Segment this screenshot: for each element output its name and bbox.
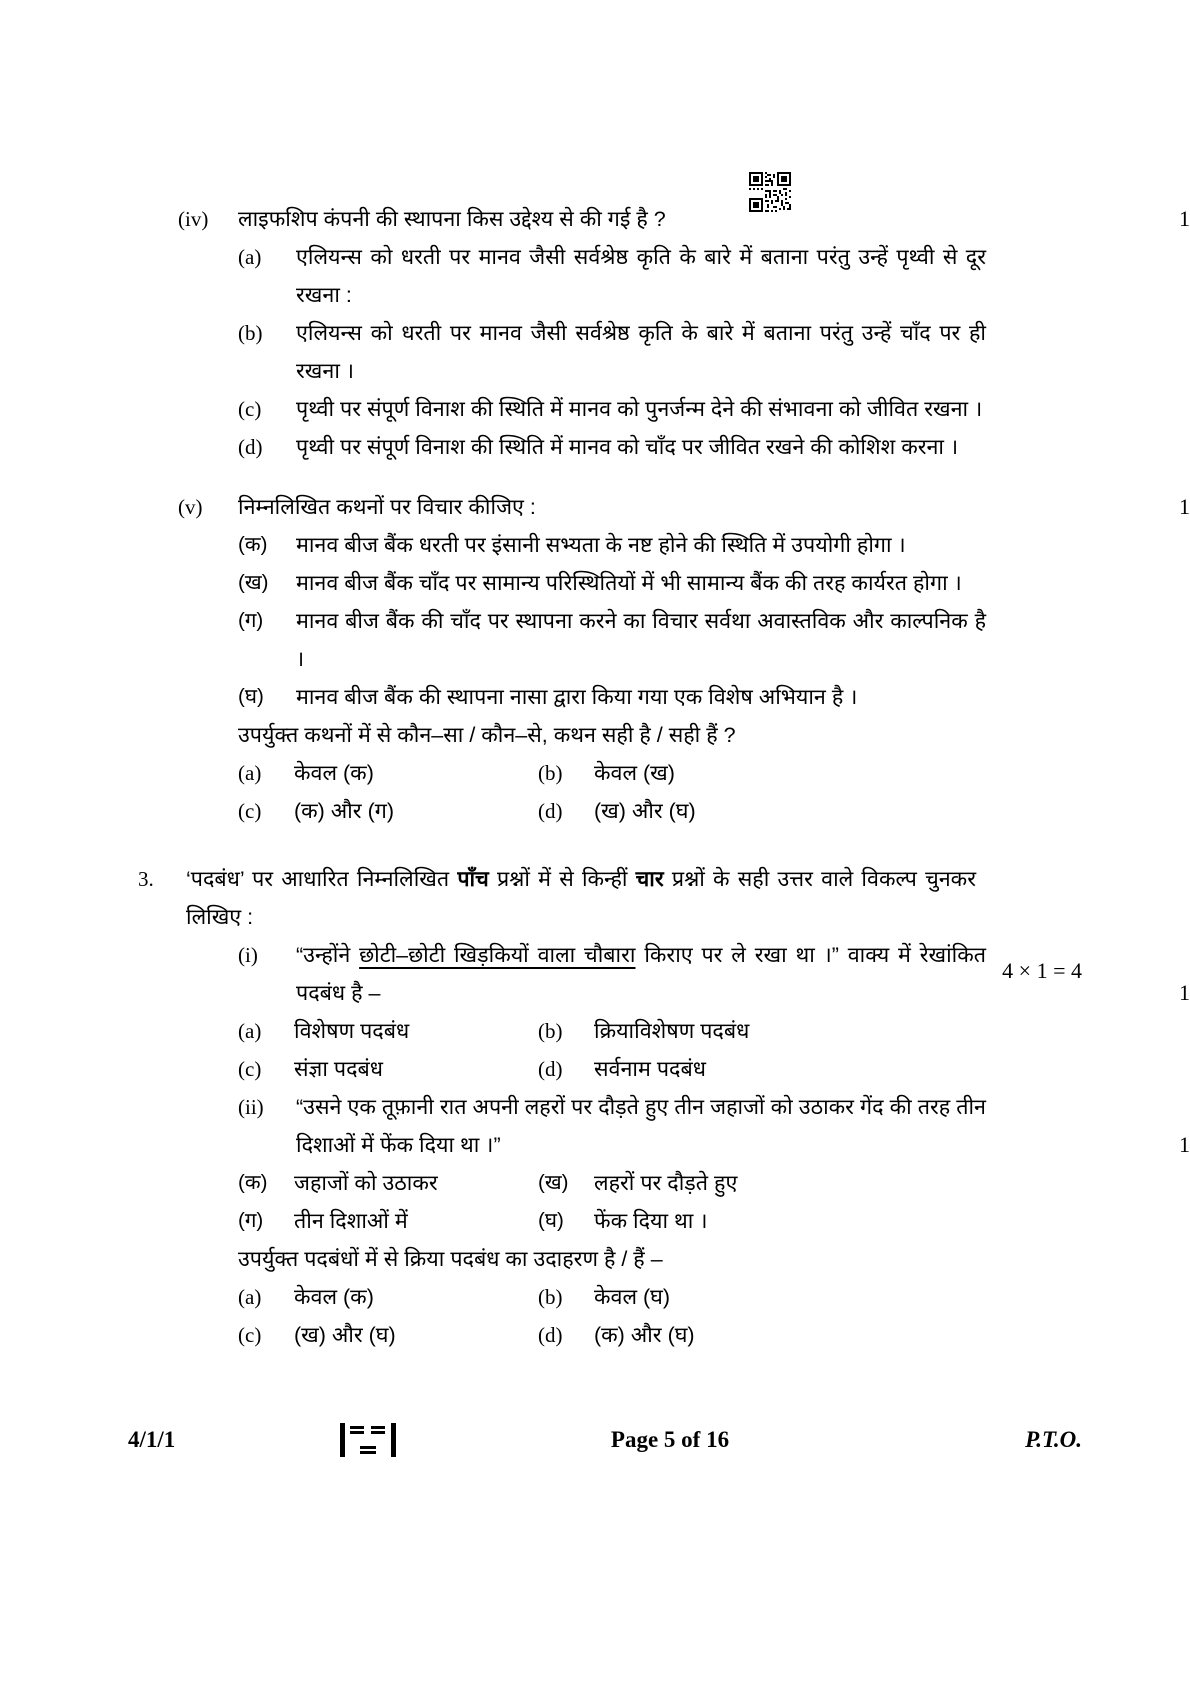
phrase-ga[interactable] (238, 1202, 538, 1240)
option-label: (a) (238, 1285, 262, 1309)
question-marker: (i) (238, 943, 258, 967)
question-stem (296, 936, 996, 1012)
option-d[interactable] (0, 428, 1190, 466)
option-label: (c) (238, 397, 262, 421)
phrase-text: जहाजों को उठाकर (294, 1171, 438, 1195)
phrase-label: (ख) (538, 1171, 569, 1194)
question-stem: निम्नलिखित कथनों पर विचार कीजिए : (238, 495, 536, 519)
option-text: विशेषण पदबंध (294, 1019, 410, 1043)
option-a[interactable] (238, 754, 538, 792)
question-3 (0, 860, 1190, 936)
instr-part-2: प्रश्नों में से किन्हीं (488, 867, 636, 891)
option-c[interactable] (0, 390, 1190, 428)
phrase-gha[interactable] (538, 1202, 838, 1240)
option-label: (c) (238, 799, 262, 823)
instr-part-3: प्रश्नों के सही उत्तर वाले विकल्प चुनकर लिखिए : (186, 867, 976, 929)
option-text: एलियन्स को धरती पर मानव जैसी सर्वश्रेष्ठ कृति के बारे में बताना परंतु उन्हें चाँद पर ही रखना । (296, 321, 986, 383)
question-stem: लाइफशिप कंपनी की स्थापना किस उद्देश्य से की गई है ? (238, 207, 666, 231)
statement-label: (ख) (238, 571, 269, 594)
option-text: केवल (घ) (594, 1285, 671, 1309)
statement-gha (0, 678, 1190, 716)
option-text: पृथ्वी पर संपूर्ण विनाश की स्थिति में मानव को पुनर्जन्म देने की संभावना को जीवित रखना । (296, 397, 983, 421)
option-label: (b) (238, 321, 263, 345)
q3ii-phrases-row-1 (238, 1164, 1190, 1202)
phrase-text: तीन दिशाओं में (294, 1209, 408, 1233)
instr-part-1: ‘पदबंध’ पर आधारित निम्नलिखित (186, 867, 458, 891)
option-label: (a) (238, 245, 262, 269)
option-c[interactable] (238, 792, 538, 830)
option-text: सर्वनाम पदबंध (594, 1057, 706, 1081)
options-row-2 (238, 792, 1190, 830)
pto-label: P.T.O. (1025, 1427, 1082, 1452)
phrase-text: फेंक दिया था । (594, 1209, 708, 1233)
option-label: (a) (238, 1019, 262, 1043)
page-footer (128, 1420, 1082, 1460)
statement-label: (क) (238, 533, 268, 556)
question-3-i (0, 936, 1190, 1012)
question-quote: “उसने एक तूफ़ानी रात अपनी लहरों पर दौड़ते हुए तीन जहाजों को उठाकर गेंद की तरह तीन दिशाओं में फेंक दिया था ।” (296, 1095, 986, 1157)
page-number-label: Page 5 of 16 (610, 1427, 730, 1452)
option-text: पृथ्वी पर संपूर्ण विनाश की स्थिति में मानव को चाँद पर जीवित रखने की कोशिश करना । (296, 435, 959, 459)
option-label: (c) (238, 1323, 262, 1347)
statement-text: मानव बीज बैंक धरती पर इंसानी सभ्यता के नष्ट होने की स्थिति में उपयोगी होगा । (296, 533, 906, 557)
phrase-label: (क) (238, 1171, 268, 1194)
underlined-phrase: छोटी–छोटी खिड़कियों वाला चौबारा (359, 943, 636, 967)
option-label: (b) (538, 761, 563, 785)
option-b[interactable] (538, 1278, 838, 1316)
option-a[interactable] (238, 1012, 538, 1050)
option-d[interactable] (538, 792, 838, 830)
quote-open: “उन्होंने (296, 943, 360, 967)
option-a[interactable] (238, 1278, 538, 1316)
option-text: (क) और (घ) (594, 1323, 695, 1347)
option-text: (क) और (ग) (294, 799, 394, 823)
option-label: (b) (538, 1285, 563, 1309)
phrase-ka[interactable] (238, 1164, 538, 1202)
option-text: संज्ञा पदबंध (294, 1057, 383, 1081)
stem-tail: वाक्य में रेखांकित पदबंध है – (296, 943, 987, 1005)
instr-bold-chaar: चार (635, 867, 664, 891)
option-c[interactable] (238, 1316, 538, 1354)
question-number: 3. (138, 867, 154, 891)
question-marker: (ii) (238, 1095, 264, 1119)
option-text: केवल (क) (294, 1285, 374, 1309)
quote-rest: किराए पर ले रखा था ।” (635, 943, 839, 967)
option-b[interactable] (0, 314, 1190, 390)
option-label: (d) (238, 435, 263, 459)
statement-ga (0, 602, 1190, 678)
statement-text: मानव बीज बैंक की चाँद पर स्थापना करने का विचार सर्वथा अवास्तविक और काल्पनिक है । (296, 609, 986, 671)
marks-value: 1 (1179, 980, 1190, 1005)
q3i-options-row-2 (238, 1050, 1190, 1088)
q3i-options-row-1 (238, 1012, 1190, 1050)
option-text: (ख) और (घ) (294, 1323, 396, 1347)
phrase-text: लहरों पर दौड़ते हुए (594, 1171, 738, 1195)
subject-code: 4/1/1 (128, 1427, 176, 1452)
option-d[interactable] (538, 1316, 838, 1354)
statement-text: मानव बीज बैंक की स्थापना नासा द्वारा किया गया एक विशेष अभियान है । (296, 685, 858, 709)
option-a[interactable] (0, 238, 1190, 314)
option-text: क्रियाविशेषण पदबंध (594, 1019, 750, 1043)
q3ii-options-row-2 (238, 1316, 1190, 1354)
question-3-ii (0, 1088, 1190, 1164)
q3ii-options-row-1 (238, 1278, 1190, 1316)
option-label: (d) (538, 1057, 563, 1081)
option-label: (d) (538, 799, 563, 823)
marks-value: 1 (1179, 206, 1190, 231)
option-c[interactable] (238, 1050, 538, 1088)
options-row-1 (238, 754, 1190, 792)
question-2-v (0, 488, 1190, 526)
marks-value: 1 (1179, 494, 1190, 519)
option-label: (b) (538, 1019, 563, 1043)
marks-value-q3: 4 × 1 = 4 (1002, 958, 1082, 983)
option-text: (ख) और (घ) (594, 799, 696, 823)
question-3-instruction (186, 860, 986, 936)
marks-value: 1 (1179, 1132, 1190, 1157)
lead-in-text: उपर्युक्त पदबंधों में से क्रिया पदबंध का उदाहरण है / हैं – (238, 1247, 663, 1271)
phrase-label: (ग) (238, 1209, 264, 1232)
option-d[interactable] (538, 1050, 838, 1088)
statement-label: (घ) (238, 685, 264, 708)
option-text: केवल (ख) (594, 761, 675, 785)
phrase-kha[interactable] (538, 1164, 838, 1202)
phrase-label: (घ) (538, 1209, 564, 1232)
option-label: (a) (238, 761, 262, 785)
lead-in-text: उपर्युक्त कथनों में से कौन–सा / कौन–से, कथन सही है / सही हैं ? (238, 723, 736, 747)
instr-bold-paanch: पाँच (457, 867, 489, 891)
statement-ka (0, 526, 1190, 564)
option-label: (c) (238, 1057, 262, 1081)
option-text: केवल (क) (294, 761, 374, 785)
option-b[interactable] (538, 1012, 838, 1050)
option-b[interactable] (538, 754, 838, 792)
statement-kha (0, 564, 1190, 602)
statement-label: (ग) (238, 609, 264, 632)
question-marker: (v) (178, 495, 203, 519)
option-label: (d) (538, 1323, 563, 1347)
question-2-iv (0, 200, 1190, 238)
q3ii-phrases-row-2 (238, 1202, 1190, 1240)
statement-text: मानव बीज बैंक चाँद पर सामान्य परिस्थितियों में भी सामान्य बैंक की तरह कार्यरत होगा । (296, 571, 962, 595)
option-text: एलियन्स को धरती पर मानव जैसी सर्वश्रेष्ठ कृति के बारे में बताना परंतु उन्हें पृथ्वी से दूर रखना : (296, 245, 986, 307)
question-marker: (iv) (178, 207, 209, 231)
